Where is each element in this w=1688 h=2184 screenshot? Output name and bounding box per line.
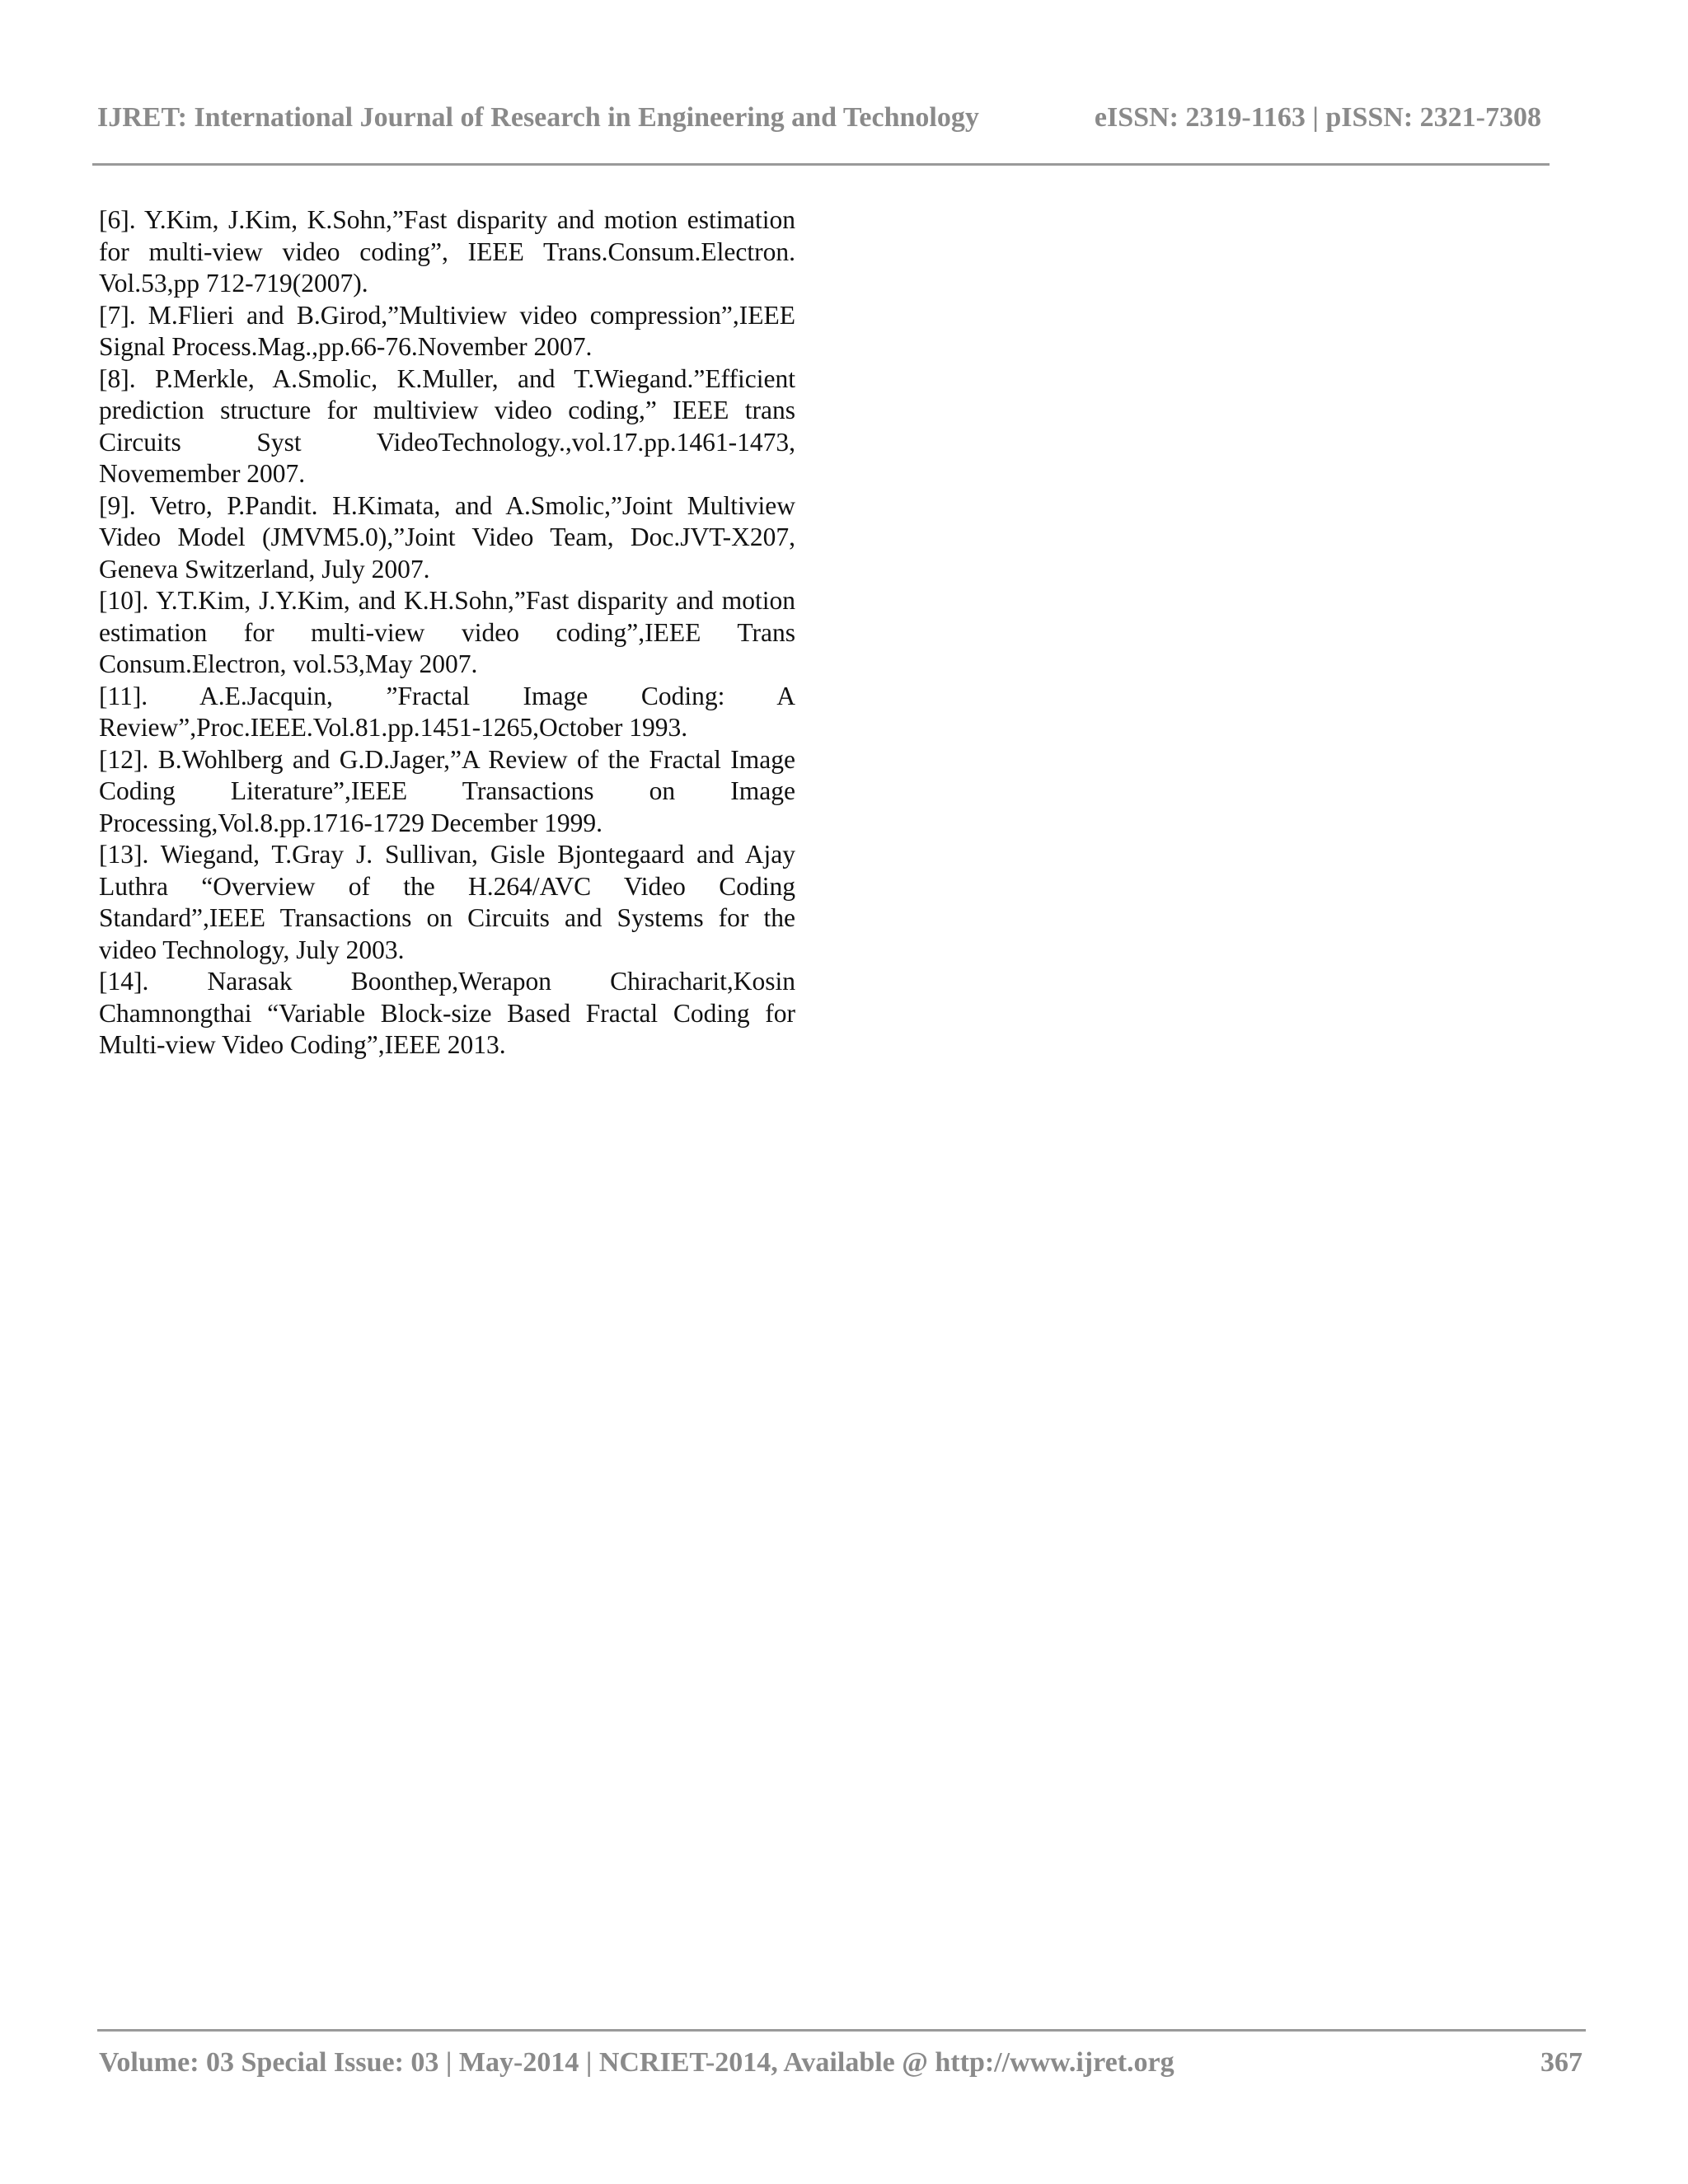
- running-header: [97, 97, 1541, 138]
- page-number: 367: [1540, 2047, 1582, 2078]
- reference-item: [10]. Y.T.Kim, J.Y.Kim, and K.H.Sohn,”Fast disparity and motion estimation for multi-view video coding”,IEEE Trans Consum.Electron, vol.53,May 2007.: [99, 586, 795, 678]
- reference-item: [7]. M.Flieri and B.Girod,”Multiview video compression”,IEEE Signal Process.Mag.,pp.66-76.November 2007.: [99, 300, 795, 361]
- journal-title: IJRET: International Journal of Research in Engineering and Technology: [97, 102, 979, 133]
- reference-list: [99, 204, 795, 1062]
- reference-item: [11]. A.E.Jacquin, ”Fractal Image Coding: A Review”,Proc.IEEE.Vol.81.pp.1451-1265,October 1993.: [99, 681, 795, 742]
- volume-info: Volume: 03 Special Issue: 03 | May-2014 | NCRIET-2014, Available @ http://www.ijret.org: [99, 2047, 1175, 2078]
- footer-divider: [97, 2029, 1586, 2032]
- reference-item: [8]. P.Merkle, A.Smolic, K.Muller, and T.Wiegand.”Efficient prediction structure for multiview video coding,” IEEE trans Circuits Syst VideoTechnology.,vol.17.pp.1461-1473, Novemember 2007.: [99, 363, 795, 488]
- reference-item: [14]. Narasak Boonthep,Werapon Chiracharit,Kosin Chamnongthai “Variable Block-size Based Fractal Coding for Multi-view Video Coding”,IEEE 2013.: [99, 967, 795, 1059]
- reference-item: [9]. Vetro, P.Pandit. H.Kimata, and A.Smolic,”Joint Multiview Video Model (JMVM5.0),”Joint Video Team, Doc.JVT-X207, Geneva Switzerland, July 2007.: [99, 490, 795, 583]
- header-divider: [92, 163, 1550, 166]
- reference-item: [12]. B.Wohlberg and G.D.Jager,”A Review of the Fractal Image Coding Literature”,IEEE Transactions on Image Processing,Vol.8.pp.1716-1729 December 1999.: [99, 744, 795, 837]
- reference-item: [13]. Wiegand, T.Gray J. Sullivan, Gisle Bjontegaard and Ajay Luthra “Overview of the H.264/AVC Video Coding Standard”,IEEE Transactions on Circuits and Systems for the video Technology, July 2003.: [99, 840, 795, 964]
- issn-info: eISSN: 2319-1163 | pISSN: 2321-7308: [1094, 102, 1541, 133]
- reference-item: [6]. Y.Kim, J.Kim, K.Sohn,”Fast disparity and motion estimation for multi-view video coding”, IEEE Trans.Consum.Electron. Vol.53,pp 712-719(2007).: [99, 205, 795, 298]
- running-footer: [99, 2042, 1582, 2083]
